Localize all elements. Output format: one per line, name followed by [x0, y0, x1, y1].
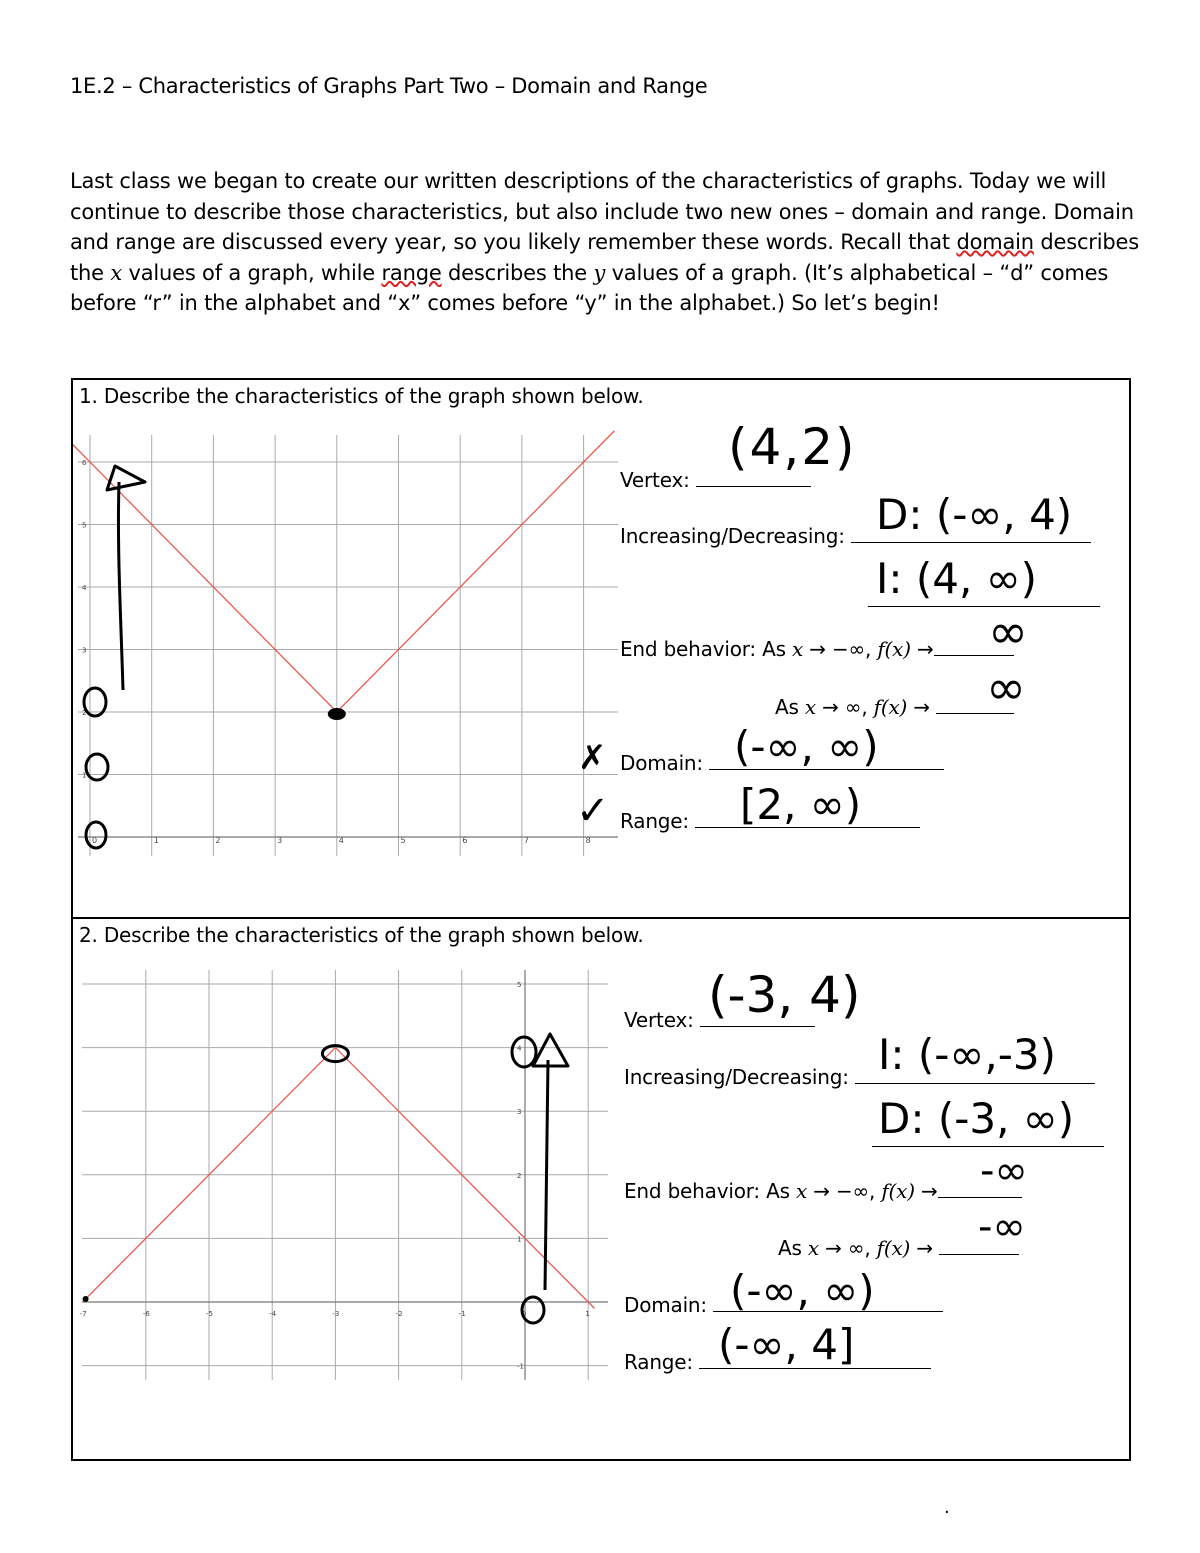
- x-tick-label: -7: [79, 1310, 87, 1318]
- q1-vertex-label: Vertex:: [620, 468, 811, 492]
- q2-range-answer: (-∞, 4]: [718, 1320, 855, 1369]
- q2-range-label: Range:: [624, 1350, 931, 1374]
- graph-1: [73, 420, 618, 860]
- q1-end-left-answer: ∞: [988, 604, 1028, 660]
- function-line-right: [335, 1048, 594, 1309]
- intro-paragraph: Last class we began to create our written descriptions of the characteristics of graphs. Today we will continue to describe those characteristics, but also include two new ones – domain and range. Domain and range are discussed every year, so you likely remember these words. Recall that domain describes the x values of a graph, while range describes the y values of a graph. (It’s alphabetical – “d” comes before “r” in the alphabet and “x” comes before “y” in the alphabet.) So let’s begin!: [70, 169, 1139, 315]
- x-tick-label: -5: [206, 1310, 213, 1318]
- vertex-scribble: [328, 708, 346, 720]
- y-tick-label: 5: [517, 981, 522, 989]
- q2-decreasing-answer: D: (-3, ∞): [878, 1094, 1075, 1143]
- y-tick-label: 3: [82, 646, 87, 655]
- q1-incdec-label: Increasing/Decreasing:: [620, 524, 1091, 548]
- footer-dot: .: [944, 1497, 950, 1518]
- q1-increasing-answer: I: (4, ∞): [876, 554, 1038, 603]
- q1-end-behavior-right: As x → ∞, f(x) →: [775, 695, 1014, 719]
- y-tick-label: 5: [82, 521, 87, 530]
- x-tick-label: 0: [92, 836, 98, 845]
- scribble-circle: [512, 1037, 536, 1067]
- range-word: range: [381, 260, 442, 285]
- y-tick-label: 1: [517, 1235, 522, 1244]
- range-arrow-shaft: [545, 1060, 548, 1290]
- q1-vertex-answer: (4,2): [728, 418, 857, 476]
- q1-end-behavior-left: End behavior: As x → −∞, f(x) →: [620, 637, 1014, 661]
- x-tick-label: 5: [400, 836, 406, 845]
- page-title: 1E.2 – Characteristics of Graphs Part Two – Domain and Range: [70, 74, 708, 98]
- scribble-circle: [86, 754, 108, 780]
- q1-end-right-answer: ∞: [986, 660, 1026, 716]
- x-tick-label: 1: [585, 1310, 590, 1318]
- x-tick-label: -6: [142, 1310, 150, 1318]
- range-arrow-shaft: [118, 482, 123, 690]
- x-tick-label: 0: [522, 1310, 527, 1318]
- left-end-dot: [83, 1296, 89, 1302]
- q1-domain-mark: ✗: [578, 738, 607, 778]
- q2-end-behavior-right: As x → ∞, f(x) →: [778, 1236, 1019, 1260]
- x-tick-label: 6: [462, 836, 468, 845]
- y-tick-label: 4: [517, 1044, 522, 1053]
- x-tick-label: 2: [215, 836, 221, 845]
- q2-domain-label: Domain:: [624, 1293, 943, 1317]
- q2-increasing-answer: I: (-∞,-3): [878, 1030, 1057, 1079]
- x-tick-label: 8: [585, 836, 591, 845]
- y-tick-label: 6: [82, 459, 87, 467]
- function-line-right: [337, 431, 615, 712]
- question-2-heading: 2. Describe the characteristics of the graph shown below.: [79, 923, 644, 947]
- q1-domain-label: Domain:: [620, 751, 944, 775]
- y-tick-label: 1: [82, 771, 87, 780]
- q2-domain-answer: (-∞, ∞): [730, 1266, 875, 1315]
- q1-range-mark: ✓: [576, 788, 610, 834]
- range-arrow-head: [533, 1034, 568, 1066]
- q1-range-label: Range:: [620, 809, 920, 833]
- y-tick-label: -1: [517, 1362, 524, 1371]
- y-tick-label: 4: [82, 584, 87, 592]
- q2-incdec-label: Increasing/Decreasing:: [624, 1065, 1095, 1089]
- x-tick-label: 4: [338, 836, 344, 845]
- q1-decreasing-answer: D: (-∞, 4): [876, 490, 1073, 539]
- graph-2: [78, 970, 618, 1382]
- q2-vertex-label: Vertex:: [624, 1008, 815, 1032]
- x-tick-label: -1: [458, 1310, 466, 1318]
- q1-range-answer: [2, ∞): [740, 780, 862, 829]
- y-tick-label: 3: [517, 1108, 522, 1117]
- domain-word: domain: [956, 230, 1034, 254]
- x-tick-label: -2: [395, 1310, 403, 1318]
- function-line-left: [73, 443, 337, 712]
- q2-end-left-answer: -∞: [980, 1148, 1028, 1194]
- y-tick-label: 2: [82, 709, 87, 717]
- q2-end-right-answer: -∞: [978, 1204, 1026, 1250]
- question-1-heading: 1. Describe the characteristics of the graph shown below.: [79, 384, 644, 408]
- x-tick-label: -4: [269, 1310, 277, 1318]
- x-tick-label: -3: [332, 1310, 340, 1318]
- range-arrow-head: [107, 466, 145, 490]
- x-tick-label: 3: [277, 836, 283, 845]
- y-tick-label: 2: [517, 1171, 522, 1180]
- q2-end-behavior-left: End behavior: As x → −∞, f(x) →: [624, 1179, 1022, 1203]
- x-tick-label: 1: [153, 836, 159, 845]
- q2-vertex-answer: (-3, 4): [708, 966, 861, 1024]
- x-tick-label: 7: [523, 836, 529, 845]
- q1-domain-answer: (-∞, ∞): [734, 722, 879, 771]
